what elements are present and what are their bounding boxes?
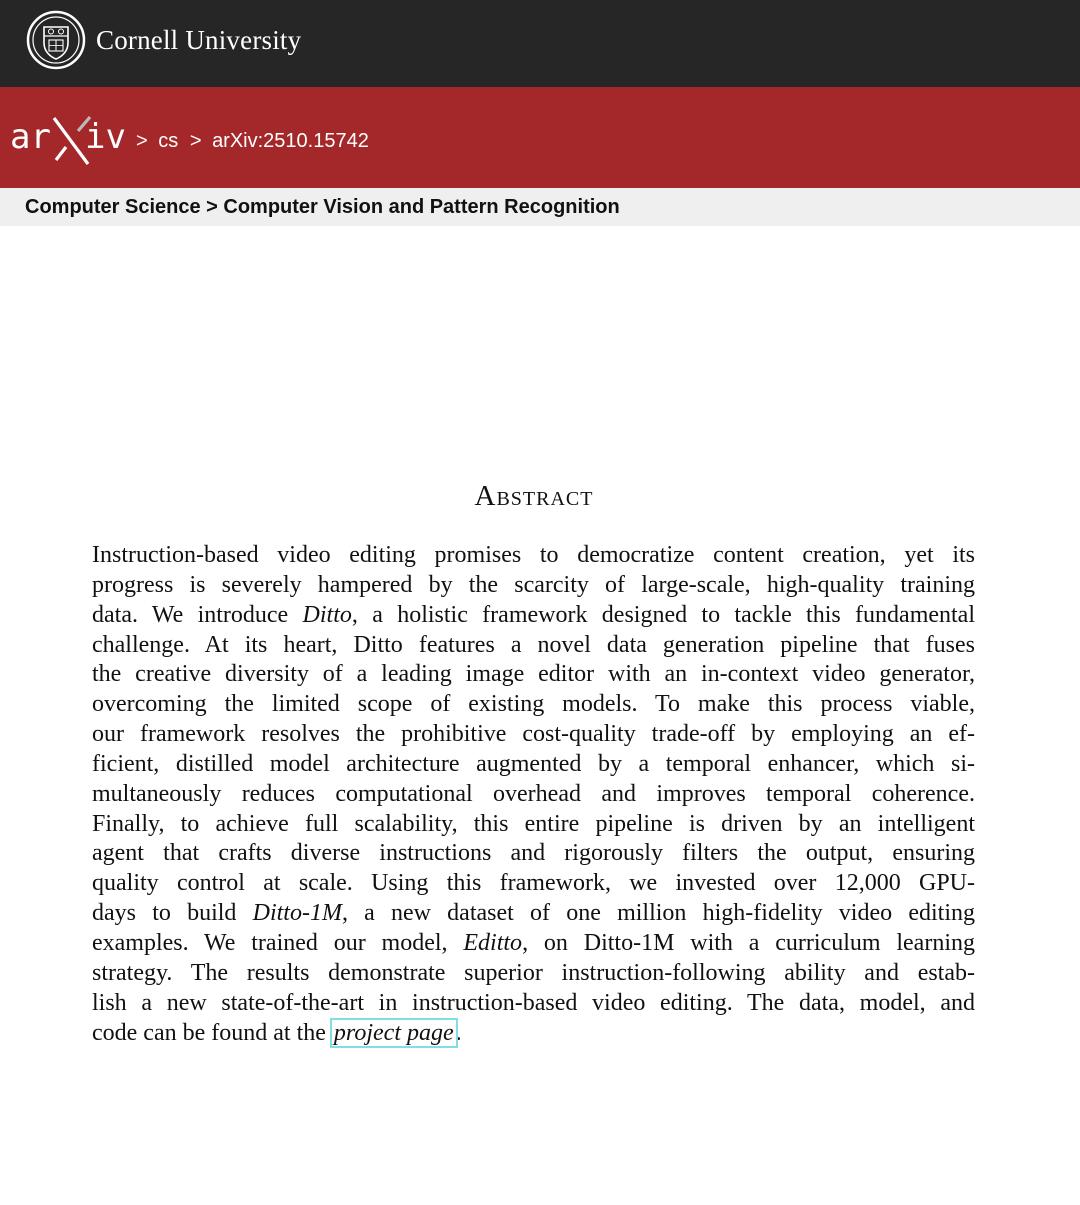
abstract-body <box>92 541 975 1048</box>
breadcrumb-cs-link[interactable]: cs <box>158 130 179 152</box>
abstract-line <box>92 899 975 929</box>
abstract-line: our framework resolves the prohibitive cost-quality trade-off by employing an ef- <box>92 721 975 748</box>
abstract-line: challenge. At its heart, Ditto features a novel data generation pipeline that fuses <box>92 631 975 658</box>
abstract-line: lish a new state-of-the-art in instruction-based video editing. The data, model, and <box>92 989 975 1016</box>
abstract-text: . <box>455 1019 462 1046</box>
abstract-text: examples. We trained our model, <box>92 929 464 956</box>
abstract-italic-term: Editto <box>463 929 523 956</box>
abstract-text: , a new dataset of one million high-fidelity video editing <box>341 900 975 927</box>
abstract-line: ficient, distilled model architecture augmented by a temporal enhancer, which si- <box>92 750 975 777</box>
abstract-line <box>92 601 975 631</box>
abstract-line: the creative diversity of a leading image editor with an in-context video generator, <box>92 661 975 688</box>
breadcrumb <box>136 128 369 154</box>
abstract-italic-term: Ditto-1M <box>252 900 342 927</box>
breadcrumb-paper-id[interactable]: arXiv:2510.15742 <box>212 130 369 152</box>
abstract-text: code can be found at the <box>92 1019 332 1046</box>
abstract-line <box>92 929 975 959</box>
svg-text:iv: iv <box>85 117 126 157</box>
abstract-line: overcoming the limited scope of existing models. To make this process viable, <box>92 691 975 718</box>
abstract-line: Instruction-based video editing promises to democratize content creation, yet its <box>92 542 975 568</box>
abstract-heading: Abstract <box>474 480 594 512</box>
abstract-line: strategy. The results demonstrate superior instruction-following ability and estab- <box>92 959 975 986</box>
abstract-line: Finally, to achieve full scalability, this entire pipeline is driven by an intelligent <box>92 810 975 837</box>
abstract-text: , on Ditto-1M with a curriculum learning <box>522 929 975 956</box>
abstract-line: progress is severely hampered by the scarcity of large-scale, high-quality training <box>92 571 975 598</box>
abstract-text: days to build <box>92 900 253 927</box>
arxiv-logo-icon[interactable] <box>10 114 134 168</box>
abstract-line: quality control at scale. Using this framework, we invested over 12,000 GPU- <box>92 870 975 897</box>
cornell-seal-icon[interactable] <box>26 10 86 70</box>
project-page-link[interactable]: project page <box>333 1019 454 1046</box>
abstract-italic-term: Ditto <box>302 601 352 628</box>
abstract-line: multaneously reduces computational overhead and improves temporal coherence. <box>92 780 975 807</box>
svg-text:ar: ar <box>10 117 51 157</box>
breadcrumb-separator: > <box>189 130 202 152</box>
subject-breadcrumb: Computer Science > Computer Vision and Pattern Recognition <box>25 196 620 218</box>
abstract-line: agent that crafts diverse instructions and rigorously filters the output, ensuring <box>92 840 975 867</box>
abstract-text: data. We introduce <box>92 601 303 628</box>
abstract-text: , a holistic framework designed to tackle this fundamental <box>351 601 976 628</box>
cornell-university-name[interactable]: Cornell University <box>96 25 302 55</box>
breadcrumb-separator: > <box>136 130 148 152</box>
abstract-line <box>92 1019 975 1049</box>
